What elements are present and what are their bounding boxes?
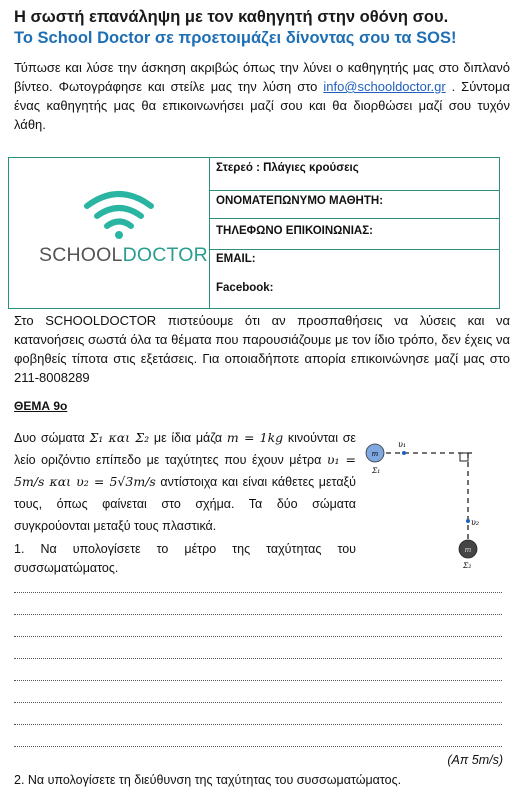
answer-line[interactable]: [14, 702, 502, 703]
s1-label: Σ₁: [372, 466, 381, 475]
student-name-field[interactable]: ΟΝΟΜΑΤΕΠΩΝΥΜΟ ΜΑΘΗΤΗ:: [210, 191, 499, 219]
mass-value: m = 1kg: [226, 430, 284, 445]
logo-part-doctor: DOCTOR: [122, 244, 208, 266]
info-paragraph: Στο SCHOOLDOCTOR πιστεύουμε ότι αν προσπαθήσεις να λύσεις και να κατανοήσεις σωστά όλα τα θέματα που παρουσιάζουμε με τον ίδιο τρόπο, δεν έχεις να φοβηθείς τίποτα στις εξετάσεις. Για οποιαδήποτε απορία επικοινώνησε μαζί μας στο 211-8008289: [14, 313, 510, 385]
intro-paragraph: [14, 58, 510, 134]
s2-label: Σ₂: [463, 561, 472, 570]
v1-arrow-dot: [402, 451, 406, 455]
answer-line[interactable]: [14, 592, 502, 593]
question-2: 2. Να υπολογίσετε τη διεύθυνση της ταχύτητας του συσσωματώματος.: [14, 773, 402, 787]
intro-text-after: . Σύντομα ένας καθηγητής μας θα επικοινωνήσει μαζί σου και θα διορθώσει μαζί σου τυχόν λάθη.: [14, 79, 510, 132]
problem-text-3: κινούνται σε λείο οριζόντιο επίπεδο με ταχύτητες που έχουν μέτρα: [14, 431, 356, 467]
right-angle-mark: [460, 453, 468, 461]
phone-field[interactable]: ΤΗΛΕΦΩΝΟ ΕΠΙΚΟΙΝΩΝΙΑΣ:: [210, 219, 499, 250]
answer-line[interactable]: [14, 614, 502, 615]
answer-line[interactable]: [14, 658, 502, 659]
question-1: 1. Να υπολογίσετε το μέτρο της ταχύτητας του συσσωματώματος.: [14, 542, 356, 575]
speeds-values: υ₁ = 5m/s και υ₂ = 5√3m/s: [14, 452, 356, 489]
problem-text-2: με ίδια μάζα: [149, 431, 227, 445]
problem-statement: [14, 427, 356, 537]
facebook-field[interactable]: Facebook:: [216, 282, 274, 294]
problem-text-4: αντίστοιχα και είναι κάθετες μεταξύ τους, όπως φαίνεται στο σχήμα. Τα δύο σώματα συγκρούονται μεταξύ τους πλαστικά.: [14, 475, 356, 533]
bodies-symbols: Σ₁ και Σ₂: [89, 430, 150, 445]
wifi-logo-icon: [81, 188, 157, 240]
problem-text-1: Δυο σώματα: [14, 431, 90, 445]
collision-figure: [360, 432, 490, 574]
answer-line[interactable]: [14, 680, 502, 681]
header-line-1: Η σωστή επανάληψη με τον καθηγητή στην οθόνη σου.: [14, 8, 449, 26]
answer-line[interactable]: [14, 724, 502, 725]
header-line-2: Το School Doctor σε προετοιμάζει δίνοντας σου τα SOS!: [14, 29, 457, 47]
email-link[interactable]: info@schooldoctor.gr: [323, 79, 446, 94]
problem-title: ΘΕΜΑ 9ο: [14, 399, 68, 413]
answer-line[interactable]: [14, 746, 502, 747]
body-2-mass-label: m: [464, 546, 472, 554]
intro-text-before: Τύπωσε και λύσε την άσκηση ακριβώς όπως την λύνει ο καθηγητής μας στο διπλανό βίντεο. Φωτογράφησε και στείλε μας την λύση στο: [14, 60, 510, 94]
student-info-card: [8, 157, 500, 309]
v2-label: υ₂: [471, 518, 480, 527]
logo-part-school: SCHOOL: [39, 244, 123, 266]
body-1-mass-label: m: [371, 450, 379, 458]
answer-hint: (Απ 5m/s): [447, 753, 503, 767]
subject-field: Στερεό : Πλάγιες κρούσεις: [210, 158, 499, 191]
logo-wordmark: [39, 244, 208, 267]
v1-label: υ₁: [398, 440, 407, 449]
answer-line[interactable]: [14, 636, 502, 637]
email-field[interactable]: EMAIL:: [216, 253, 256, 265]
logo-cell: [9, 158, 210, 308]
v2-arrow-dot: [466, 519, 470, 523]
